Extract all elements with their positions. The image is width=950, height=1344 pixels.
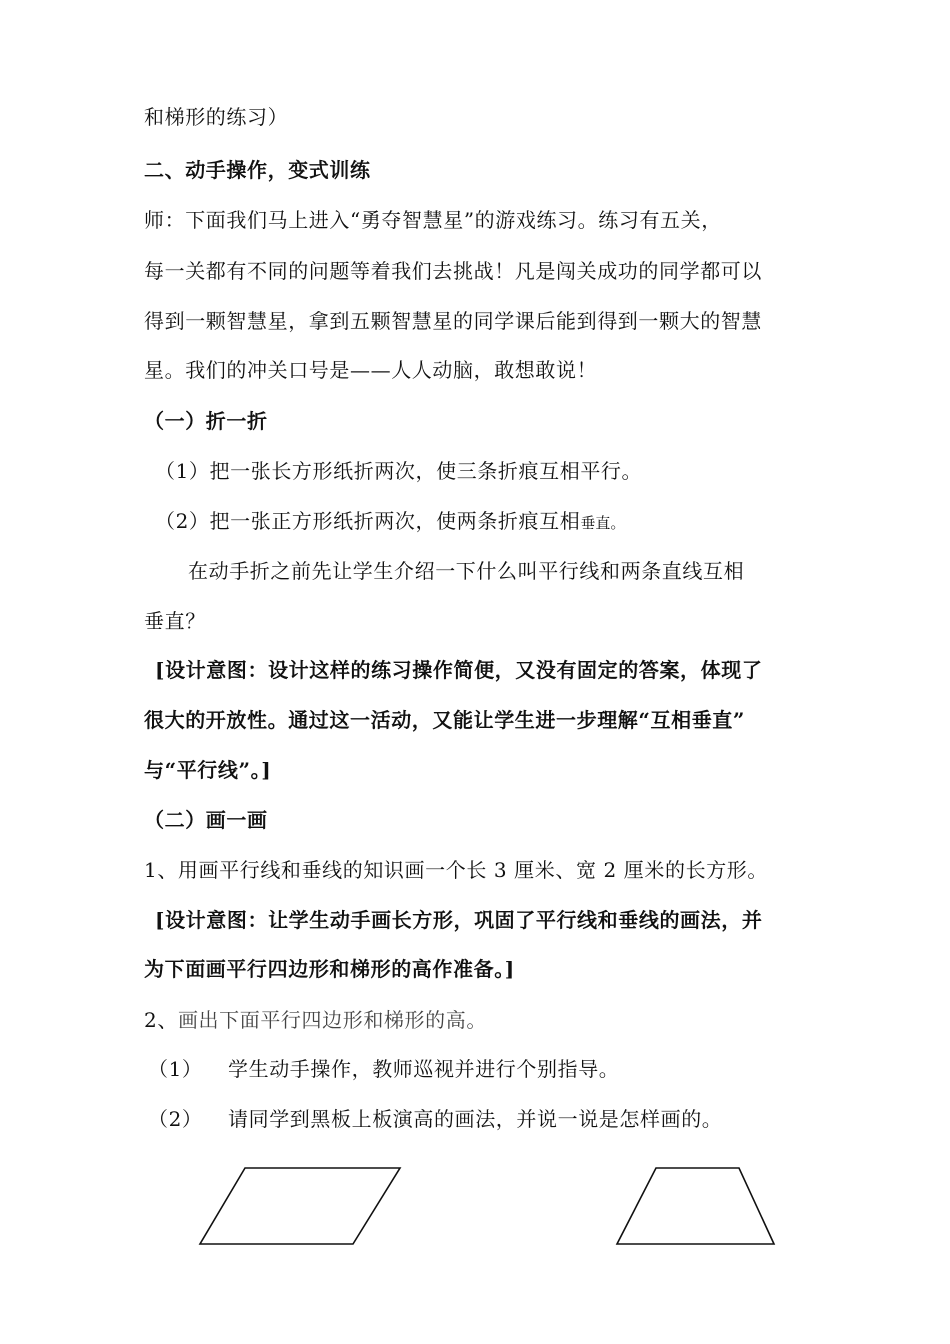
- parallelogram-outline: [200, 1168, 400, 1244]
- trapezoid-outline: [617, 1168, 774, 1244]
- fold-task-2-main: （2）把一张正方形纸折两次，使两条折痕互相: [155, 509, 581, 533]
- teacher-paragraph-line-3: 得到一颗智慧星，拿到五颗智慧星的同学课后能到得到一颗大的智慧: [144, 309, 762, 333]
- fold-task-2: [155, 507, 625, 537]
- design-intent-1-line-3: 与“平行线”。]: [144, 758, 272, 782]
- activity-step-2-text: 请同学到黑板上板演高的画法，并说一说是怎样画的。: [228, 1107, 723, 1131]
- activity-step-2: [148, 1105, 722, 1133]
- draw-task-1: 1、用画平行线和垂线的知识画一个长 3 厘米、宽 2 厘米的长方形。: [144, 858, 769, 882]
- trapezoid-figure: [612, 1164, 782, 1250]
- teacher-paragraph-line-4: 星。我们的冲关口号是——人人动脑，敢想敢说！: [144, 358, 598, 382]
- draw-task-2-text: 画出下面平行四边形和梯形的高。: [177, 1008, 487, 1032]
- teacher-paragraph-line-2: 每一关都有不同的问题等着我们去挑战！凡是闯关成功的同学都可以: [144, 259, 762, 283]
- activity-step-1-text: 学生动手操作，教师巡视并进行个别指导。: [228, 1057, 620, 1081]
- design-intent-2-line-2: 为下面画平行四边形和梯形的高作准备。]: [144, 957, 515, 981]
- draw-task-2: [144, 1006, 487, 1034]
- fold-task-2-tail: 垂直。: [580, 514, 626, 532]
- activity-step-2-number: （2）: [148, 1107, 203, 1131]
- subsection-heading-fold: （一）折一折: [144, 409, 268, 433]
- design-intent-1-line-1: [设计意图：设计这样的练习操作简便，又没有固定的答案，体现了: [155, 658, 763, 682]
- intro-paragraph-line-1: 在动手折之前先让学生介绍一下什么叫平行线和两条直线互相: [188, 559, 745, 583]
- section-heading-2: 二、动手操作，变式训练: [144, 158, 371, 182]
- fold-task-1: （1）把一张长方形纸折两次，使三条折痕互相平行。: [155, 459, 643, 483]
- activity-step-1-number: （1）: [148, 1057, 203, 1081]
- parallelogram-figure: [195, 1164, 415, 1250]
- teacher-paragraph-line-1: 师：下面我们马上进入“勇夺智慧星”的游戏练习。练习有五关，: [144, 208, 722, 232]
- design-intent-2-line-1: [设计意图：让学生动手画长方形，巩固了平行线和垂线的画法，并: [155, 908, 763, 932]
- intro-paragraph-line-2: 垂直？: [144, 609, 206, 633]
- paragraph-continuation: 和梯形的练习）: [144, 105, 289, 129]
- activity-step-1: [148, 1055, 619, 1083]
- subsection-heading-draw: （二）画一画: [144, 808, 268, 832]
- draw-task-2-number: 2、: [144, 1008, 178, 1032]
- design-intent-1-line-2: 很大的开放性。通过这一活动，又能让学生进一步理解“互相垂直”: [144, 708, 746, 732]
